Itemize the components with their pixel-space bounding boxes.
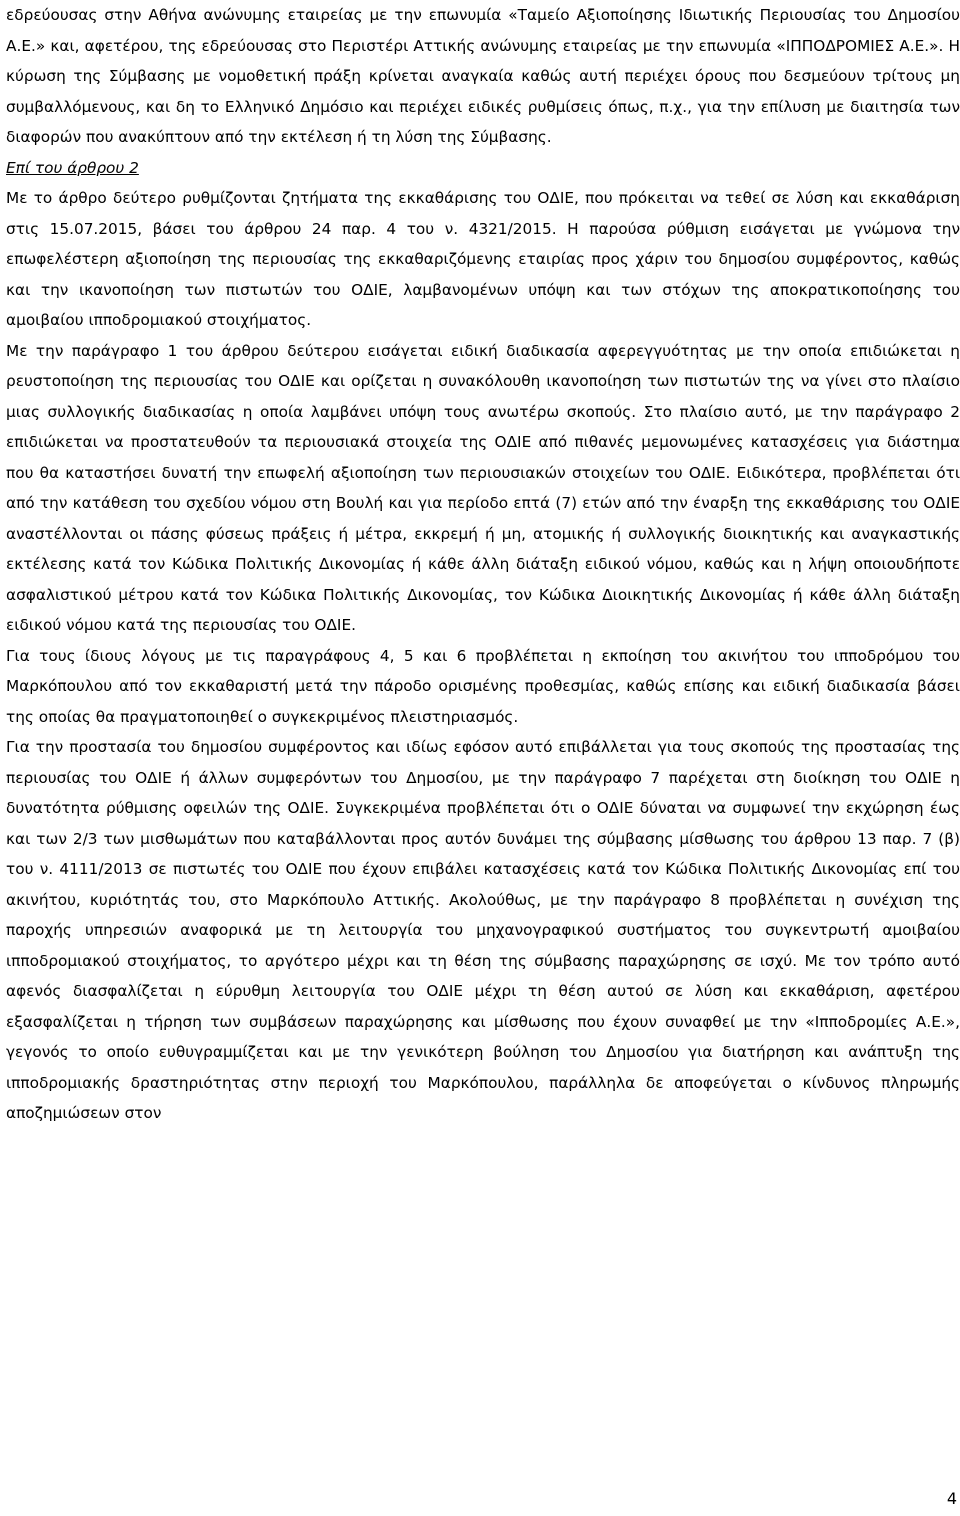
paragraph-3: Με την παράγραφο 1 του άρθρου δεύτερου εισάγεται ειδική διαδικασία αφερεγγυότητας με την οποία επιδιώκεται η ρευστοποίηση της περιουσίας του ΟΔΙΕ και ορίζεται η συνακόλουθη ικανοποίηση των πιστωτών της να γίνει στο πλαίσιο μιας συλλογικής διαδικασίας η οποία λαμβάνει υπόψη τους ανωτέρω σκοπούς. Στο πλαίσιο αυτό, με την παράγραφο 2 επιδιώκεται να προστατευθούν τα περιουσιακά στοιχεία της ΟΔΙΕ από πιθανές μεμονωμένες κατασχέσεις για διάστημα που θα καταστήσει δυνατή την επωφελή αξιοποίηση των περιουσιακών στοιχείων του ΟΔΙΕ. Ειδικότερα, προβλέπεται ότι από την κατάθεση του σχεδίου νόμου στη Βουλή και για περίοδο επτά (7) ετών από την έναρξη της εκκαθάρισης του ΟΔΙΕ αναστέλλονται οι πάσης φύσεως πράξεις ή μέτρα, εκκρεμή ή μη, ατομικής ή συλλογικής διοικητικής και αναγκαστικής εκτέλεσης κατά τον Κώδικα Πολιτικής Δικονομίας ή κάθε άλλη διάταξη ειδικού νόμου, καθώς και η λήψη οποιουδήποτε ασφαλιστικού μέτρου κατά τον Κώδικα Πολιτικής Δικονομίας, τον Κώδικα Διοικητικής Δικονομίας ή κάθε άλλη διάταξη ειδικού νόμου κατά της περιουσίας του ΟΔΙΕ. bbox=[6, 341, 960, 634]
document-body bbox=[6, 0, 960, 1129]
paragraph-1: εδρεύουσας στην Αθήνα ανώνυμης εταιρείας με την επωνυμία «Ταμείο Αξιοποίησης Ιδιωτικής Περιουσίας του Δημοσίου Α.Ε.» και, αφετέρου, της εδρεύουσας στο Περιστέρι Αττικής ανώνυμης εταιρείας με την επωνυμία «ΙΠΠΟΔΡΟΜΙΕΣ Α.Ε.». Η κύρωση της Σύμβασης με νομοθετική πράξη κρίνεται αναγκαία καθώς αυτή περιέχει όρους που δεσμεύουν τρίτους μη συμβαλλόμενους, και δη το Ελληνικό Δημόσιο και περιέχει ειδικές ρυθμίσεις όπως, π.χ., για την επίλυση με διαιτησία των διαφορών που ανακύπτουν από την εκτέλεση ή τη λύση της Σύμβασης. bbox=[6, 6, 960, 146]
article-heading: Επί του άρθρου 2 bbox=[6, 158, 139, 177]
page-number: 4 bbox=[946, 1489, 957, 1508]
paragraph-5: Για την προστασία του δημοσίου συμφέροντος και ιδίως εφόσον αυτό επιβάλλεται για τους σκοπούς της προστασίας της περιουσίας του ΟΔΙΕ ή άλλων συμφερόντων του Δημοσίου, με την παράγραφο 7 παρέχεται στη διοίκηση του ΟΔΙΕ η δυνατότητα ρύθμισης οφειλών της ΟΔΙΕ. Συγκεκριμένα προβλέπεται ότι ο ΟΔΙΕ δύναται να συμφωνεί την εκχώρηση έως και των 2/3 των μισθωμάτων που καταβάλλονται προς αυτόν δυνάμει της σύμβασης μίσθωσης του άρθρου 13 παρ. 7 (β) του ν. 4111/2013 σε πιστωτές του ΟΔΙΕ που έχουν επιβάλει κατασχέσεις κατά τον Κώδικα Πολιτικής Δικονομίας επί του ακινήτου, κυριότητάς του, στο Μαρκόπουλο Αττικής. Ακολούθως, με την παράγραφο 8 προβλέπεται η συνέχιση της παροχής υπηρεσιών αναφορικά με τη λειτουργία του μηχανογραφικού συστήματος του συγκεντρωτή αμοιβαίου ιπποδρομιακού στοιχήματος, το αργότερο μέχρι και τη θέση της σύμβασης παραχώρησης σε ισχύ. Με τον τρόπο αυτό αφενός διασφαλίζεται η εύρυθμη λειτουργία του ΟΔΙΕ μέχρι τη θέση αυτού σε λύση και εκκαθάριση, αφετέρου εξασφαλίζεται η τήρηση των συμβάσεων παραχώρησης και μίσθωσης που έχουν συναφθεί με την «Ιπποδρομίες Α.Ε.», γεγονός το οποίο ευθυγραμμίζεται και με την γενικότερη βούληση του Δημοσίου για διατήρηση και ανάπτυξη της ιπποδρομιακής δραστηριότητας στην περιοχή του Μαρκόπουλου, παράλληλα δε αποφεύγεται ο κίνδυνος πληρωμής αποζημιώσεων στον bbox=[6, 738, 960, 1122]
paragraph-4: Για τους ίδιους λόγους με τις παραγράφους 4, 5 και 6 προβλέπεται η εκποίηση του ακινήτου του ιπποδρόμου του Μαρκόπουλου από τον εκκαθαριστή μετά την πάροδο ορισμένης προθεσμίας, καθώς επίσης και ειδική διαδικασία βάσει της οποίας θα πραγματοποιηθεί ο συγκεκριμένος πλειστηριασμός. bbox=[6, 646, 960, 726]
paragraph-2: Με το άρθρο δεύτερο ρυθμίζονται ζητήματα της εκκαθάρισης του ΟΔΙΕ, που πρόκειται να τεθεί σε λύση και εκκαθάριση στις 15.07.2015, βάσει του άρθρου 24 παρ. 4 του ν. 4321/2015. Η παρούσα ρύθμιση εισάγεται με γνώμονα την επωφελέστερη αξιοποίηση της περιουσίας της εκκαθαριζόμενης εταιρίας προς χάριν του δημοσίου συμφέροντος, καθώς και την ικανοποίηση των πιστωτών του ΟΔΙΕ, λαμβανομένων υπόψη και των στόχων της αποκρατικοποίησης του αμοιβαίου ιπποδρομιακού στοιχήματος. bbox=[6, 189, 960, 329]
